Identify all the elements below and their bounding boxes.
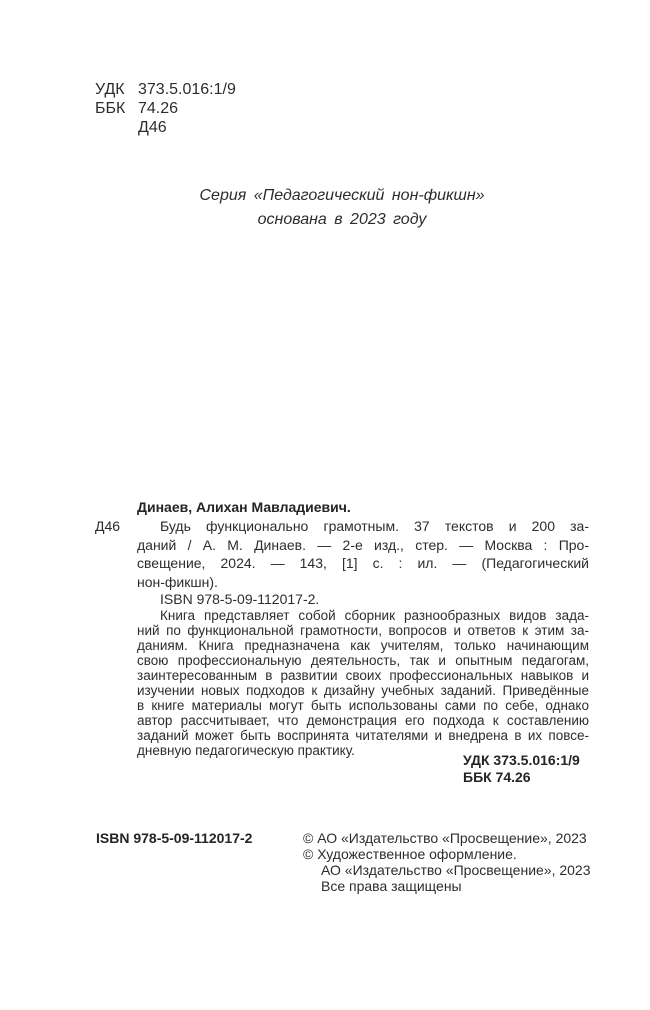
classification-code-value: 74.26 (138, 100, 179, 117)
copyright-line: Все права защищены (321, 878, 462, 894)
annotation-line: даниям. Книга предназначена как учителям, только начинающим (137, 638, 589, 653)
classification-codes-block (95, 80, 236, 137)
annotation-line: свою профессиональную деятельность, так и опытным педагогам, (137, 653, 589, 668)
card-isbn-line: ISBN 978-5-09-112017-2. (160, 591, 320, 607)
annotation-line: заданий может быть воспринята читателями и внедрена в их повсе- (137, 728, 589, 743)
bibliographic-description-line: Будь функционально грамотным. 37 текстов и 200 за- (160, 518, 589, 534)
annotation-paragraph (137, 608, 589, 758)
footer-isbn: ISBN 978-5-09-112017-2 (96, 830, 253, 846)
series-note-line1: Серия «Педагогический нон-фикшн» (199, 187, 485, 204)
author-heading: Динаев, Алихан Мавладиевич. (137, 499, 351, 515)
udk-code: УДК 373.5.016:1/9 (463, 752, 580, 768)
classification-code-row (95, 118, 236, 137)
bibliographic-description (137, 517, 589, 591)
annotation-line: дневную педагогическую практику. (137, 743, 355, 758)
copyright-line: © АО «Издательство «Просвещение», 2023 (303, 830, 587, 846)
classification-code-value: 373.5.016:1/9 (138, 81, 236, 98)
annotation-line: заинтересованным в развитии своих профессиональных навыков и (137, 668, 589, 683)
classification-code-label: ББК (95, 100, 126, 117)
copyright-block (303, 830, 591, 894)
classification-code-row (95, 99, 236, 118)
bbk-code: ББК 74.26 (463, 768, 531, 785)
annotation-line: ний по функциональной грамотности, вопросов и ответов к этим за- (137, 623, 589, 638)
classification-codes-footer (463, 752, 580, 785)
classification-code-row (95, 80, 236, 99)
annotation-line: автор рассчитывает, что демонстрация его подхода к составлению (137, 713, 589, 728)
bibliographic-description-line: нон-фикшн). (137, 573, 218, 590)
copyright-line: © Художественное оформление. (303, 846, 517, 862)
copyright-line: АО «Издательство «Просвещение», 2023 (321, 862, 591, 878)
series-note-line2: основана в 2023 году (257, 211, 427, 228)
series-note (95, 184, 589, 232)
author-code: Д46 (95, 518, 121, 534)
annotation-line: изучении новых подходов к дизайну учебных заданий. Приведённые (137, 683, 589, 698)
classification-code-label: УДК (95, 81, 125, 98)
bibliographic-description-line: даний / А. М. Динаев. — 2-е изд., стер. — Москва : Про- (137, 536, 589, 553)
annotation-line: Книга представляет собой сборник разнообразных видов зада- (160, 608, 589, 623)
bibliographic-description-line: свещение, 2024. — 143, [1] с. : ил. — (Педагогический (137, 555, 589, 571)
classification-code-value: Д46 (138, 119, 167, 136)
annotation-line: в книге материалы могут быть использованы сами по себе, однако (137, 698, 589, 713)
